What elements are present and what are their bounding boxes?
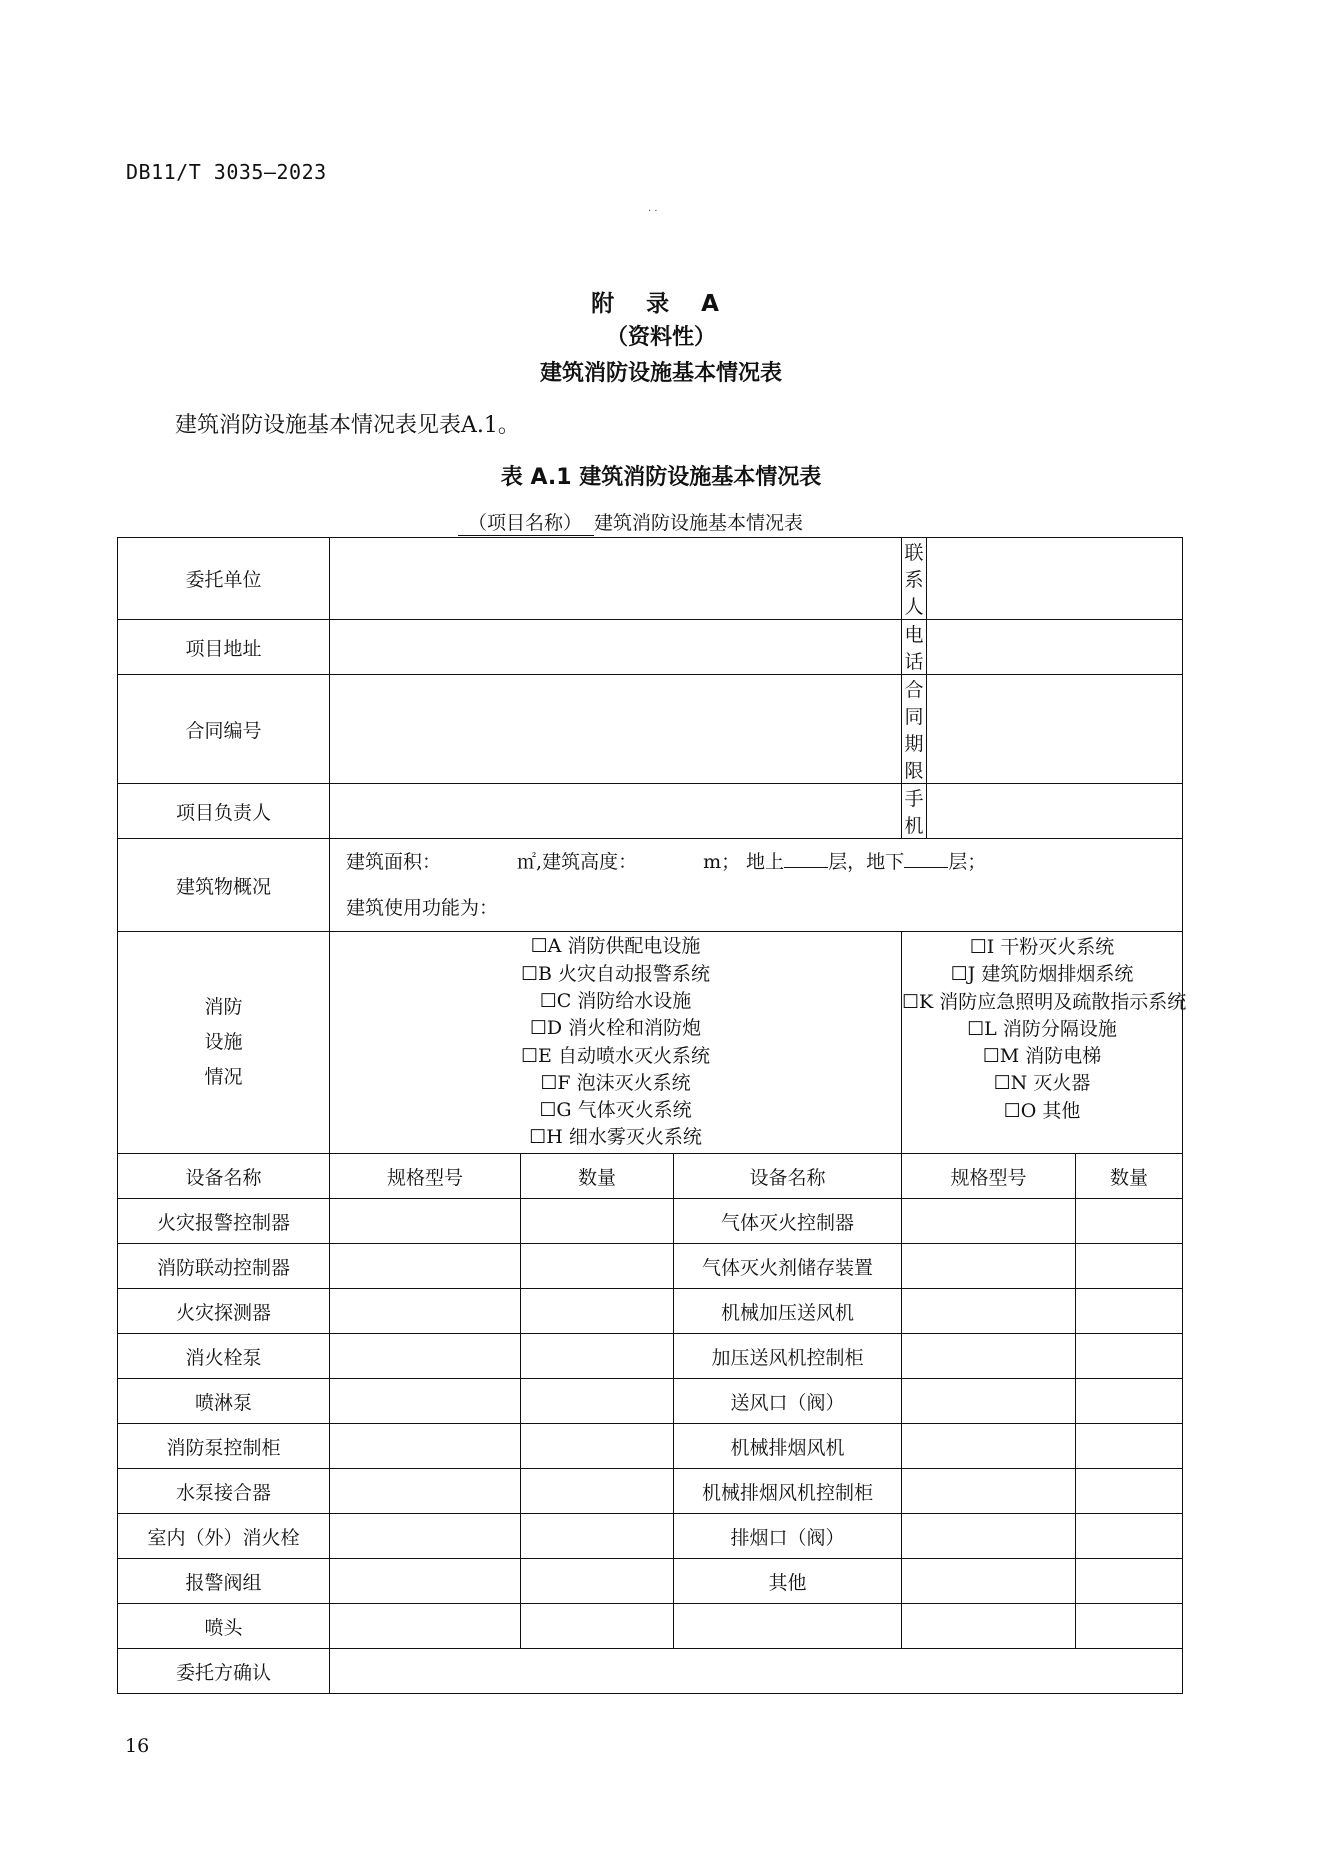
equipment-name: 水泵接合器: [118, 1469, 330, 1514]
info-value2: [927, 620, 1183, 675]
page-number: 16: [125, 1735, 150, 1757]
table-subtitle-text: 建筑消防设施基本情况表: [594, 512, 804, 534]
appendix-title: 建筑消防设施基本情况表: [539, 361, 782, 386]
info-row: [118, 675, 1183, 784]
facilities-row: [118, 932, 1183, 1154]
table-subtitle: [458, 508, 803, 536]
facilities-label-line: 消防: [204, 996, 243, 1018]
area-unit: ㎡,: [517, 851, 543, 873]
appendix-label: 附 录 A: [591, 291, 731, 317]
info-label2: 电 话: [902, 620, 927, 675]
equipment-name: 报警阀组: [118, 1559, 330, 1604]
info-label2: 联系人: [902, 538, 927, 620]
appendix-nature: （资料性）: [605, 325, 716, 350]
info-row: [118, 784, 1183, 839]
confirm-label: 委托方确认: [118, 1649, 330, 1694]
equipment-row: [118, 1514, 1183, 1559]
facilities-right-list: [902, 932, 1187, 1154]
floors-below-blank: [904, 849, 948, 868]
col-header-quantity: 数量: [521, 1154, 674, 1199]
equipment-name-2: 排烟口（阀）: [674, 1514, 902, 1559]
equipment-row: [118, 1199, 1183, 1244]
info-row: [118, 538, 1183, 620]
info-value: [330, 620, 902, 675]
overview-line-dimensions: [330, 848, 1182, 876]
info-value: [330, 784, 902, 839]
info-label: 委托单位: [118, 538, 330, 620]
col-header-equipment-name-2: 设备名称: [674, 1154, 902, 1199]
facility-option-d[interactable]: ☐D 消火栓和消防炮: [529, 1017, 702, 1040]
floors-below-label: 地下: [866, 851, 905, 873]
confirm-row: [118, 1649, 1183, 1694]
confirm-value: [330, 1649, 1183, 1694]
info-label: 合同编号: [118, 675, 330, 784]
equipment-name-2: 气体灭火控制器: [674, 1199, 902, 1244]
equipment-name: 消防联动控制器: [118, 1244, 330, 1289]
floors-above-blank: [784, 849, 828, 868]
facility-option-f[interactable]: ☐F 泡沫灭火系统: [540, 1071, 691, 1094]
equipment-name: 喷淋泵: [118, 1379, 330, 1424]
equipment-name: 喷头: [118, 1604, 330, 1649]
overview-row: [118, 839, 1183, 932]
info-row: [118, 620, 1183, 675]
equipment-row: [118, 1289, 1183, 1334]
equipment-name-2: 送风口（阀）: [674, 1379, 902, 1424]
facility-option-h[interactable]: ☐H 细水雾灭火系统: [529, 1126, 702, 1149]
area-label: 建筑面积：: [346, 851, 442, 873]
facility-option-j[interactable]: ☐J 建筑防烟排烟系统: [950, 963, 1134, 986]
col-header-equipment-name: 设备名称: [118, 1154, 330, 1199]
equipment-name-2: 加压送风机控制柜: [674, 1334, 902, 1379]
facility-option-k[interactable]: ☐K 消防应急照明及疏散指示系统: [902, 990, 1187, 1013]
equipment-row: [118, 1334, 1183, 1379]
facility-option-o[interactable]: ☐O 其他: [1003, 1099, 1081, 1122]
equipment-name: 火灾探测器: [118, 1289, 330, 1334]
height-unit: m；: [703, 851, 741, 873]
equipment-name: 消防泵控制柜: [118, 1424, 330, 1469]
overview-label: 建筑物概况: [118, 839, 330, 932]
equipment-row: [118, 1244, 1183, 1289]
info-value2: [927, 784, 1183, 839]
project-name-blank: （项目名称）: [458, 508, 594, 536]
equipment-row: [118, 1469, 1183, 1514]
facility-option-g[interactable]: ☐G 气体灭火系统: [539, 1099, 692, 1122]
equipment-row: [118, 1424, 1183, 1469]
facilities-label: [118, 932, 330, 1154]
facility-table: [117, 537, 1187, 1694]
equipment-row: [118, 1559, 1183, 1604]
facility-option-m[interactable]: ☐M 消防电梯: [982, 1045, 1102, 1068]
facilities-label-line: 情况: [204, 1066, 243, 1088]
facilities-label-line: 设施: [204, 1031, 243, 1053]
col-header-model: 规格型号: [330, 1154, 521, 1199]
equipment-name: 室内（外）消火栓: [118, 1514, 330, 1559]
height-label: 建筑高度：: [542, 851, 638, 873]
facility-option-c[interactable]: ☐C 消防给水设施: [539, 989, 692, 1012]
info-label: 项目负责人: [118, 784, 330, 839]
info-value: [330, 675, 902, 784]
equipment-name-2: 机械排烟风机: [674, 1424, 902, 1469]
equipment-name-2: 其他: [674, 1559, 902, 1604]
info-value2: [927, 538, 1183, 620]
facility-option-e[interactable]: ☐E 自动喷水灭火系统: [521, 1044, 710, 1067]
info-label: 项目地址: [118, 620, 330, 675]
info-label2: 合同期限: [902, 675, 927, 784]
overview-content: [330, 839, 1183, 932]
col-header-model-2: 规格型号: [902, 1154, 1076, 1199]
floors-below-unit: 层；: [948, 851, 987, 873]
table-title: 表 A.1 建筑消防设施基本情况表: [500, 465, 822, 490]
equipment-header-row: [118, 1154, 1183, 1199]
facility-option-i[interactable]: ☐I 干粉灭火系统: [969, 936, 1115, 958]
equipment-name-2: 气体灭火剂储存装置: [674, 1244, 902, 1289]
col-header-quantity-2: 数量: [1076, 1154, 1183, 1199]
facility-option-a[interactable]: ☐A 消防供配电设施: [530, 935, 701, 958]
facilities-left-list: [330, 932, 902, 1154]
equipment-name-2: [674, 1604, 902, 1649]
facility-option-b[interactable]: ☐B 火灾自动报警系统: [520, 962, 711, 985]
info-label2: 手机: [902, 784, 927, 839]
equipment-name-2: 机械加压送风机: [674, 1289, 902, 1334]
equipment-name: 火灾报警控制器: [118, 1199, 330, 1244]
facility-option-l[interactable]: ☐L 消防分隔设施: [967, 1017, 1117, 1040]
floors-above-label: 地上: [746, 851, 785, 873]
equipment-name-2: 机械排烟风机控制柜: [674, 1469, 902, 1514]
info-value2: [927, 675, 1183, 784]
document-code: DB11/T 3035—2023: [126, 160, 327, 184]
equipment-name: 消火栓泵: [118, 1334, 330, 1379]
equipment-row: [118, 1379, 1183, 1424]
facility-option-n[interactable]: ☐N 灭火器: [993, 1072, 1091, 1095]
info-value: [330, 538, 902, 620]
equipment-row: [118, 1604, 1183, 1649]
usage-function: 建筑使用功能为：: [346, 897, 499, 919]
intro-paragraph: 建筑消防设施基本情况表见表A.1。: [175, 413, 520, 438]
floors-above-unit: 层，: [828, 851, 867, 873]
decorative-dots: · ·: [648, 206, 658, 217]
